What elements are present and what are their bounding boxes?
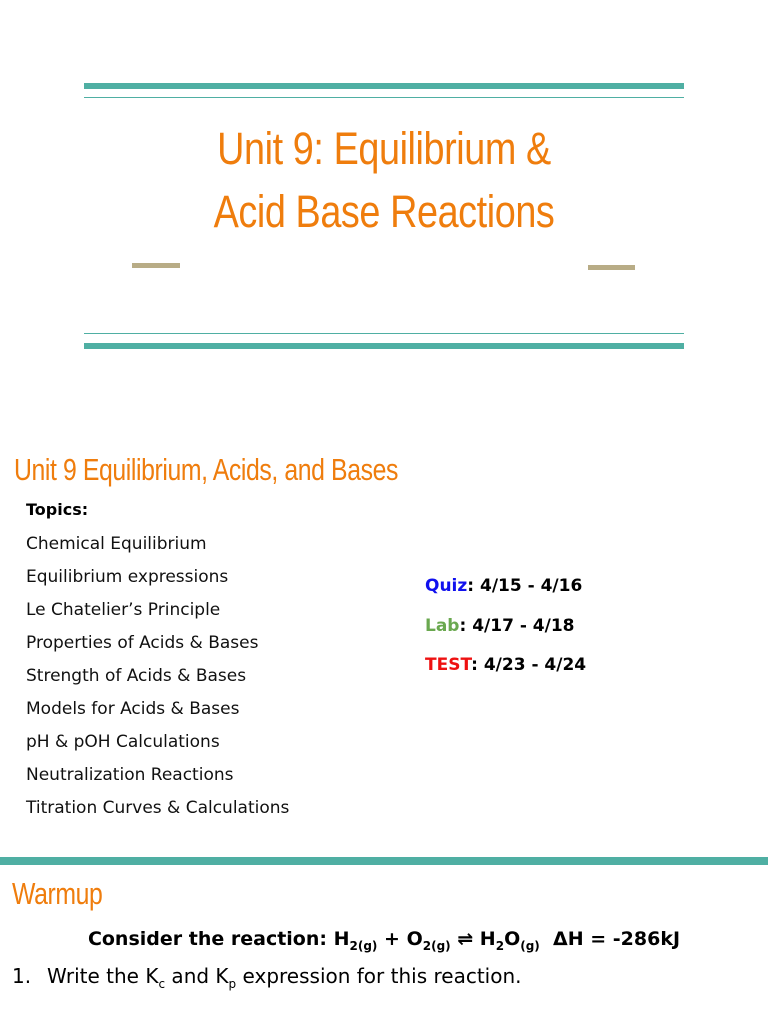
topic-item: Titration Curves & Calculations <box>26 798 290 818</box>
question-1 <box>12 964 521 991</box>
reaction-prompt <box>0 928 768 953</box>
enthalpy-text: ΔH = -286kJ <box>539 928 681 950</box>
question-1-text-b: and K <box>165 964 229 988</box>
title-bottom-thick-bar <box>84 343 684 349</box>
question-1-text-c: expression for this reaction. <box>236 964 522 988</box>
title-top-thin-bar <box>84 97 684 98</box>
h2o-state-subscript: (g) <box>520 938 540 953</box>
title-bottom-thin-bar <box>84 333 684 334</box>
test-dates: : 4/23 - 4/24 <box>471 655 587 675</box>
topic-item: Chemical Equilibrium <box>26 534 207 554</box>
topic-item: Properties of Acids & Bases <box>26 633 259 653</box>
kp-subscript: p <box>228 977 237 991</box>
topic-item: Le Chatelier’s Principle <box>26 600 221 620</box>
warmup-heading: Warmup <box>12 876 103 911</box>
topic-item: Equilibrium expressions <box>26 567 229 587</box>
lab-label: Lab <box>425 616 460 636</box>
quiz-dates: : 4/15 - 4/16 <box>467 576 583 596</box>
topic-item: Models for Acids & Bases <box>26 699 240 719</box>
slide-title-line1: Unit 9: Equilibrium & <box>217 123 551 174</box>
title-right-accent <box>588 265 635 270</box>
topics-label: Topics: <box>26 500 89 519</box>
question-1-text-a: Write the K <box>47 964 159 988</box>
warmup-top-bar <box>0 857 768 865</box>
h2-subscript: 2(g) <box>349 938 378 953</box>
o2-subscript: 2(g) <box>422 938 451 953</box>
h2o-h-subscript: 2 <box>495 938 505 953</box>
test-date-row <box>425 655 586 675</box>
test-label: TEST <box>425 655 472 675</box>
equilibrium-arrow-text: ⇌ H <box>450 928 496 950</box>
quiz-date-row <box>425 576 582 596</box>
plus-o-text: + O <box>377 928 423 950</box>
reaction-prompt-text: Consider the reaction: H <box>87 928 350 950</box>
topic-item: pH & pOH Calculations <box>26 732 220 752</box>
title-top-thick-bar <box>84 83 684 89</box>
topics-heading: Unit 9 Equilibrium, Acids, and Bases <box>14 452 398 487</box>
lab-date-row <box>425 616 574 636</box>
title-left-accent <box>132 263 180 268</box>
topic-item: Neutralization Reactions <box>26 765 234 785</box>
topic-item: Strength of Acids & Bases <box>26 666 247 686</box>
oxygen-symbol: O <box>504 928 521 950</box>
kc-subscript: c <box>158 977 166 991</box>
question-1-number: 1. <box>12 964 32 988</box>
slide-title-line2: Acid Base Reactions <box>213 186 555 237</box>
lab-dates: : 4/17 - 4/18 <box>459 616 575 636</box>
quiz-label: Quiz <box>425 576 468 596</box>
